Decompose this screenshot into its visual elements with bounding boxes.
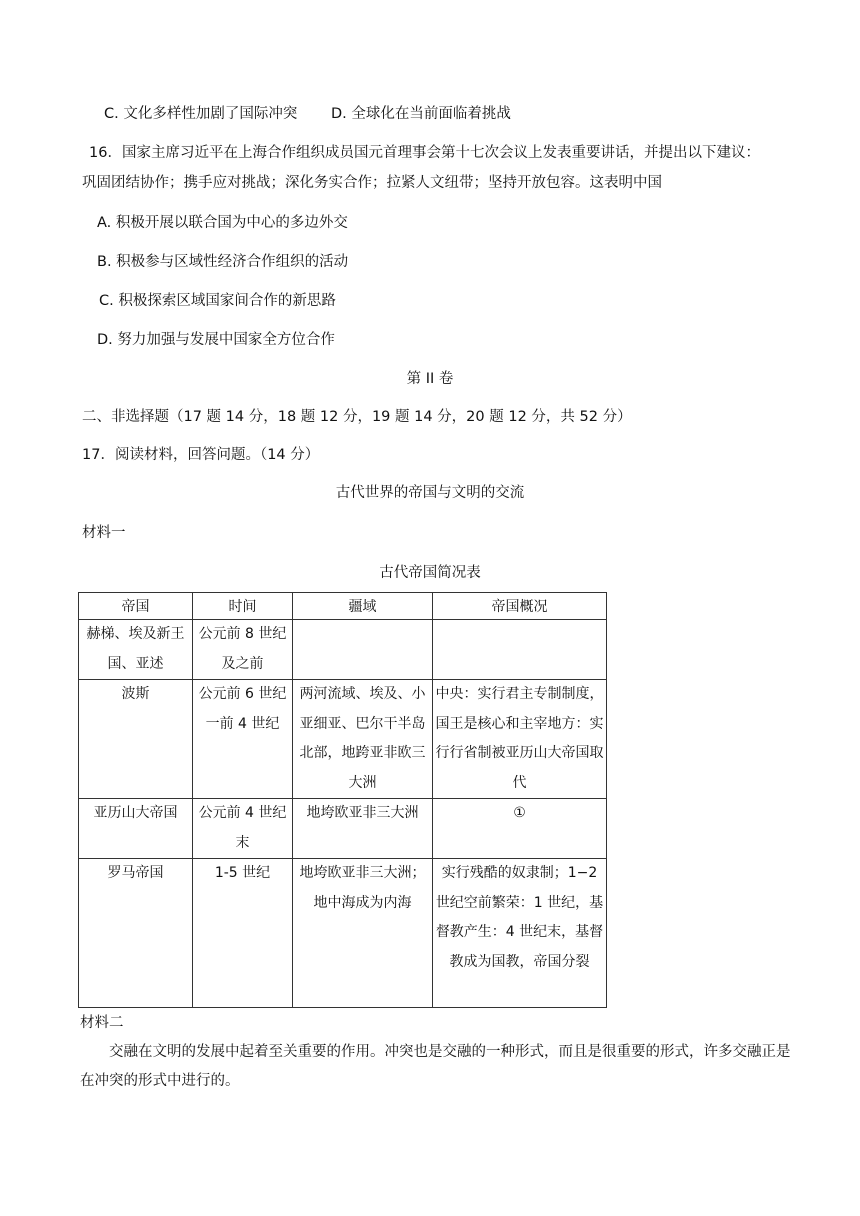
table-cell-empire: 波斯 xyxy=(79,680,193,799)
material-1-label: 材料一 xyxy=(82,525,126,541)
table-row xyxy=(79,680,607,799)
table-cell-territory: 地垮欧亚非三大洲 xyxy=(293,799,433,859)
empire-table xyxy=(78,592,607,1008)
option-c: C. 文化多样性加剧了国际冲突 xyxy=(104,106,298,122)
question-16-option-c: C. 积极探索区域国家间合作的新思路 xyxy=(99,293,336,309)
table-cell-overview: 中央：实行君主专制制度，国王是核心和主宰地方：实行行省制被亚历山大帝国取代 xyxy=(433,680,607,799)
table-cell-empire: 亚历山大帝国 xyxy=(79,799,193,859)
question-17-heading: 古代世界的帝国与文明的交流 xyxy=(335,485,525,501)
question-16-stem-line2: 巩固团结协作；携手应对挑战；深化务实合作；拉紧人文纽带；坚持开放包容。这表明中国 xyxy=(82,175,662,191)
question-16-option-b: B. 积极参与区域性经济合作组织的活动 xyxy=(97,254,349,270)
table-cell-time: 公元前 8 世纪及之前 xyxy=(193,620,293,680)
table-row xyxy=(79,799,607,859)
table-cell-territory: 两河流域、埃及、小亚细亚、巴尔干半岛北部，地跨亚非欧三大洲 xyxy=(293,680,433,799)
table-row xyxy=(79,620,607,680)
table-cell-empire: 罗马帝国 xyxy=(79,859,193,1008)
section-heading: 二、非选择题（17 题 14 分，18 题 12 分，19 题 14 分，20 题 12 分，共 52 分） xyxy=(82,409,632,425)
table-cell-overview: ① xyxy=(433,799,607,859)
table-header-cell: 疆域 xyxy=(293,593,433,620)
table-cell-time: 1-5 世纪 xyxy=(193,859,293,1008)
material-2-text: 交融在文明的发展中起着至关重要的作用。冲突也是交融的一种形式，而且是很重要的形式，许多交融正是在冲突的形式中进行的。 xyxy=(80,1044,791,1089)
table-cell-empire: 赫梯、埃及新王国、亚述 xyxy=(79,620,193,680)
option-d: D. 全球化在当前面临着挑战 xyxy=(331,106,511,122)
table-cell-overview: 实行残酷的奴隶制；1−2 世纪空前繁荣：1 世纪，基督教产生：4 世纪末，基督教成为国教，帝国分裂 xyxy=(433,859,607,1008)
question-16-option-a: A. 积极开展以联合国为中心的多边外交 xyxy=(97,215,348,231)
table-header-cell: 帝国 xyxy=(79,593,193,620)
question-16-option-d: D. 努力加强与发展中国家全方位合作 xyxy=(97,332,335,348)
material-2-label: 材料二 xyxy=(80,1015,124,1031)
table-title: 古代帝国简况表 xyxy=(379,565,481,581)
table-header-cell: 时间 xyxy=(193,593,293,620)
question-17-stem: 17．阅读材料，回答问题。（14 分） xyxy=(82,447,320,463)
table-cell-territory: 地垮欧亚非三大洲；地中海成为内海 xyxy=(293,859,433,1008)
table-header-row xyxy=(79,593,607,620)
question-16-stem-line1: 16．国家主席习近平在上海合作组织成员国元首理事会第十七次会议上发表重要讲话，并提出以下建议： xyxy=(89,145,760,161)
table-row xyxy=(79,859,607,1008)
table-cell-time: 公元前 4 世纪末 xyxy=(193,799,293,859)
table-cell-territory xyxy=(293,620,433,680)
table-cell-overview xyxy=(433,620,607,680)
table-header-cell: 帝国概况 xyxy=(433,593,607,620)
part-2-title: 第 II 卷 xyxy=(406,371,454,387)
table-cell-time: 公元前 6 世纪一前 4 世纪 xyxy=(193,680,293,799)
